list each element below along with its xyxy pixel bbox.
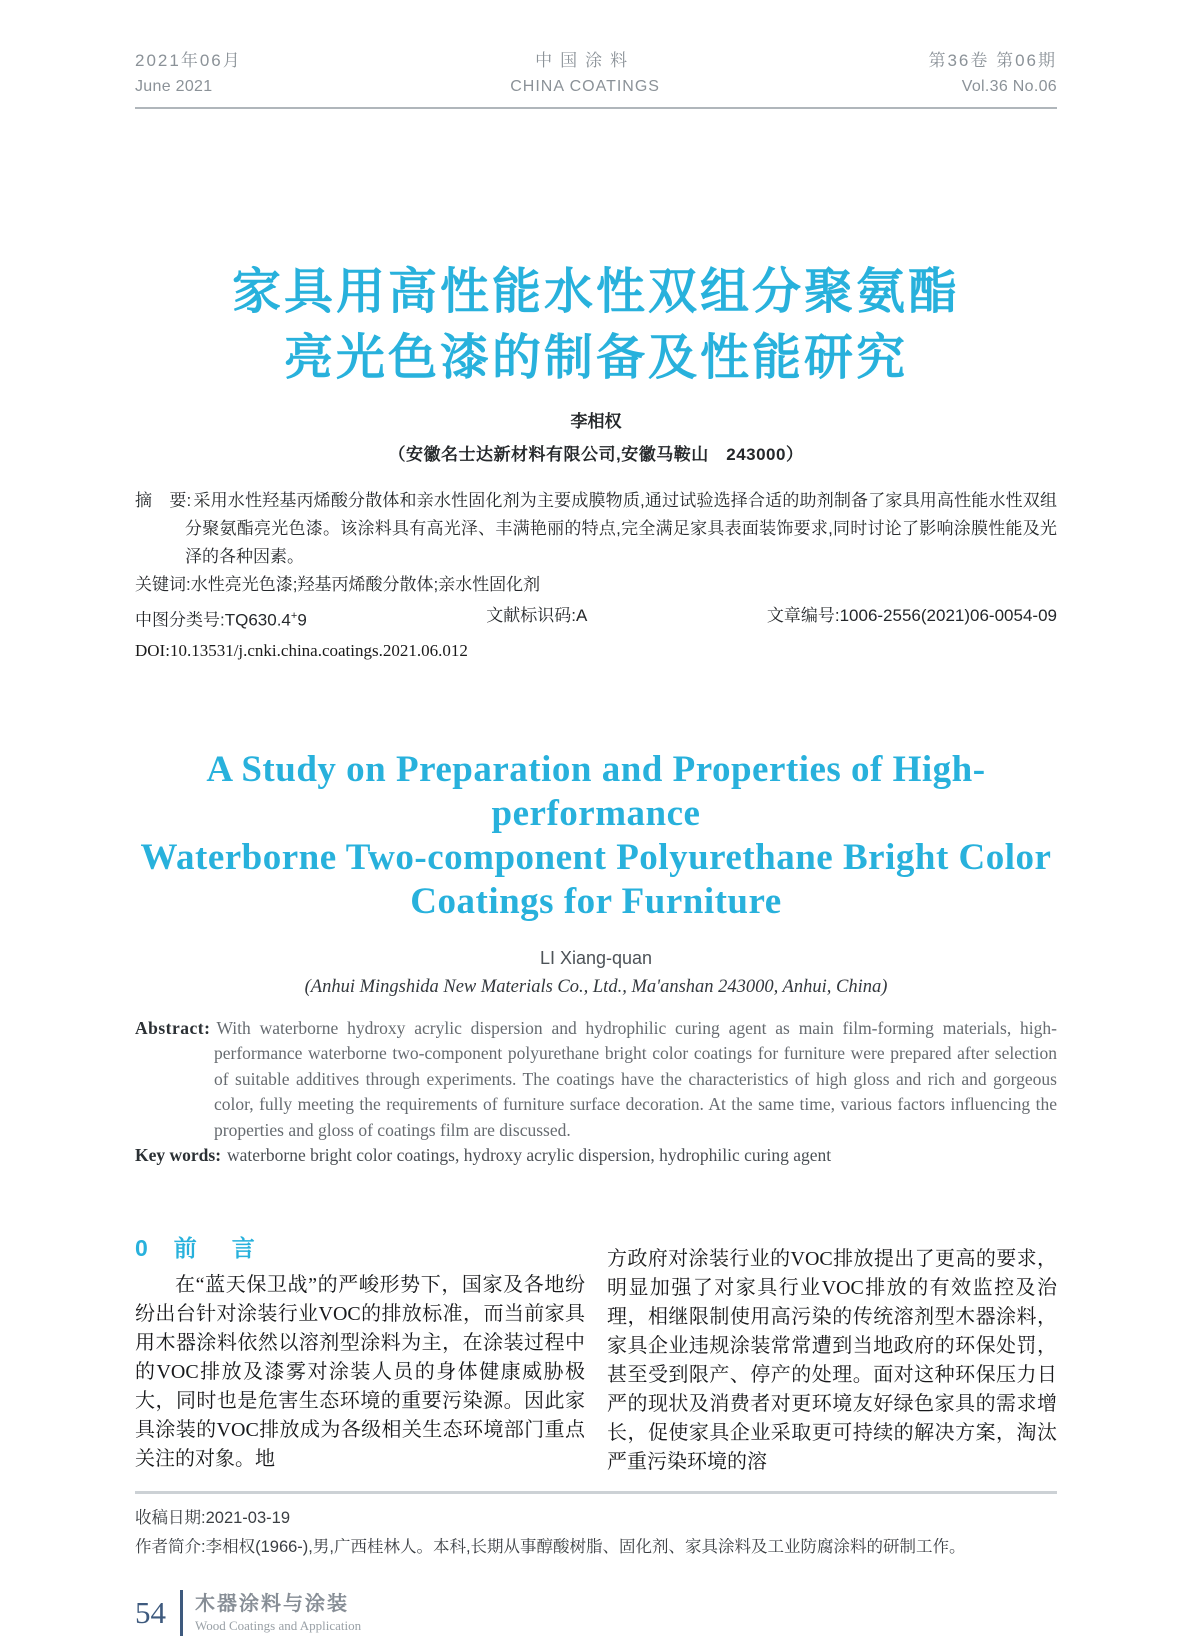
- article-title-cn-line1: 家具用高性能水性双组分聚氨酯: [231, 265, 960, 319]
- received-date-line: [135, 1504, 1057, 1533]
- header-date: [135, 48, 242, 100]
- introduction-section: [135, 1233, 1057, 1477]
- article-title-en: [135, 748, 1057, 924]
- footnotes: [135, 1494, 1057, 1562]
- footer-column-en: Wood Coatings and Application: [195, 1617, 362, 1633]
- article-title-en-line3: Coatings for Furniture: [410, 880, 782, 922]
- section-number: 0: [135, 1234, 148, 1261]
- article-title-en-line2: Waterborne Two-component Polyurethane Bright Color: [140, 836, 1052, 878]
- header-journal-name: [510, 48, 660, 100]
- keywords-en-label: Key words:: [135, 1145, 222, 1166]
- clc-tail: 9: [297, 610, 307, 630]
- received-date-value: 2021-03-19: [205, 1508, 290, 1527]
- footer-divider-bar: [180, 1590, 183, 1636]
- document-code-label: 文献标识码:: [486, 606, 577, 625]
- abstract-en-label: Abstract:: [135, 1017, 211, 1038]
- journal-name-en: CHINA COATINGS: [510, 78, 660, 95]
- footer-column-cn: 木器涂料与涂装: [195, 1592, 349, 1615]
- header-issue-cn: 第36卷 第06期: [928, 51, 1057, 70]
- affiliation-en: (Anhui Mingshida New Materials Co., Ltd., Ma'anshan 243000, Anhui, China): [304, 976, 888, 997]
- keywords-cn: [135, 571, 1057, 599]
- author-cn: 李相权: [570, 412, 622, 431]
- author-bio-label: 作者简介:: [135, 1537, 206, 1556]
- author-bio-text: 李相权(1966-),男,广西桂林人。本科,长期从事醇酸树脂、固化剂、家具涂料及工业防腐涂料的研制工作。: [205, 1537, 966, 1556]
- clc-superscript: +: [290, 610, 298, 622]
- keywords-en-text: waterborne bright color coatings, hydroxy acrylic dispersion, hydrophilic curing agent: [227, 1145, 832, 1166]
- column-left: [135, 1233, 585, 1477]
- article-id-label: 文章编号:: [766, 606, 840, 625]
- body-text-left: 在“蓝天保卫战”的严峻形势下，国家及各地纷纷出台针对涂装行业VOC的排放标准，而当前家具用木器涂料依然以溶剂型涂料为主，在涂装过程中的VOC排放及漆雾对涂装人员的身体健康威胁极大，同时也是危害生态环境的重要污染源。因此家具涂装的VOC排放成为各级相关生态环境部门重点关注的对象。地: [135, 1273, 585, 1470]
- header-date-cn: 2021年06月: [135, 51, 242, 70]
- column-right: [607, 1233, 1057, 1477]
- journal-name-cn: 中国涂料: [535, 51, 636, 70]
- received-date-label: 收稿日期:: [135, 1508, 206, 1527]
- header-issue-en: Vol.36 No.06: [961, 78, 1057, 95]
- section-title: 前 言: [173, 1234, 261, 1261]
- abstract-cn-text: 采用水性羟基丙烯酸分散体和亲水性固化剂为主要成膜物质,通过试验选择合适的助剂制备了家具用高性能水性双组分聚氨酯亮光色漆。该涂料具有高光泽、丰满艳丽的特点,完全满足家具表面装饰要求,同时讨论了影响涂膜性能及光泽的各种因素。: [185, 491, 1057, 566]
- abstract-cn-label: 摘 要:: [135, 491, 192, 510]
- author-en: LI Xiang-quan: [539, 947, 653, 968]
- article-id: [767, 605, 1057, 632]
- keywords-en: [135, 1143, 1057, 1169]
- clc-label: 中图分类号:: [135, 610, 225, 630]
- section-heading: [135, 1233, 585, 1263]
- abstract-cn: [135, 487, 1057, 571]
- abstract-en-text: With waterborne hydroxy acrylic dispersion and hydrophilic curing agent as main film-forming materials, high-performance waterborne two-component polyurethane bright color coatings for furniture were prepared after selection of suitable additives through experiments. The coatings have the characteristics of high gloss and rich and gorgeous color, fully meeting the requirements of furniture surface decoration. At the same time, various factors influencing the properties and gloss of coatings film are discussed.: [214, 1017, 1057, 1140]
- body-text-right: 方政府对涂装行业的VOC排放提出了更高的要求，明显加强了对家具行业VOC排放的有效监控及治理，相继限制使用高污染的传统溶剂型木器涂料，家具企业违规涂装常常遭到当地政府的环保处罚，甚至受到限产、停产的处理。面对这种环保压力日严的现状及消费者对更环境友好绿色家具的需求增长，促使家具企业采取更可持续的解决方案，淘汰严重污染环境的溶: [607, 1247, 1057, 1473]
- journal-header: [135, 0, 1057, 109]
- abstract-en: [135, 1016, 1057, 1144]
- page-content: [135, 0, 1057, 1636]
- keywords-cn-label: 关键词:: [135, 575, 191, 594]
- article-title-en-line1: A Study on Preparation and Properties of High-performance: [206, 748, 986, 834]
- article-title-cn: [135, 259, 1057, 391]
- header-date-en: June 2021: [135, 78, 213, 95]
- article-title-cn-line2: 亮光色漆的制备及性能研究: [283, 331, 908, 385]
- clc-value: TQ630.4: [224, 610, 291, 630]
- page-footer: [135, 1590, 1057, 1636]
- header-issue: [928, 48, 1057, 100]
- footer-column-name: [195, 1592, 361, 1634]
- doi: DOI:10.13531/j.cnki.china.coatings.2021.06.012: [135, 640, 468, 660]
- author-bio-line: [135, 1533, 1057, 1562]
- affiliation-cn: （安徽名士达新材料有限公司,安徽马鞍山 243000）: [388, 445, 804, 464]
- page-number: 54: [135, 1594, 166, 1630]
- classification-row: [135, 605, 1057, 632]
- clc-number: [135, 605, 307, 632]
- keywords-cn-text: 水性亮光色漆;羟基丙烯酸分散体;亲水性固化剂: [190, 575, 541, 594]
- article-id-value: 1006-2556(2021)06-0054-09: [839, 606, 1057, 625]
- document-code-value: A: [576, 606, 588, 625]
- document-code: [486, 605, 587, 632]
